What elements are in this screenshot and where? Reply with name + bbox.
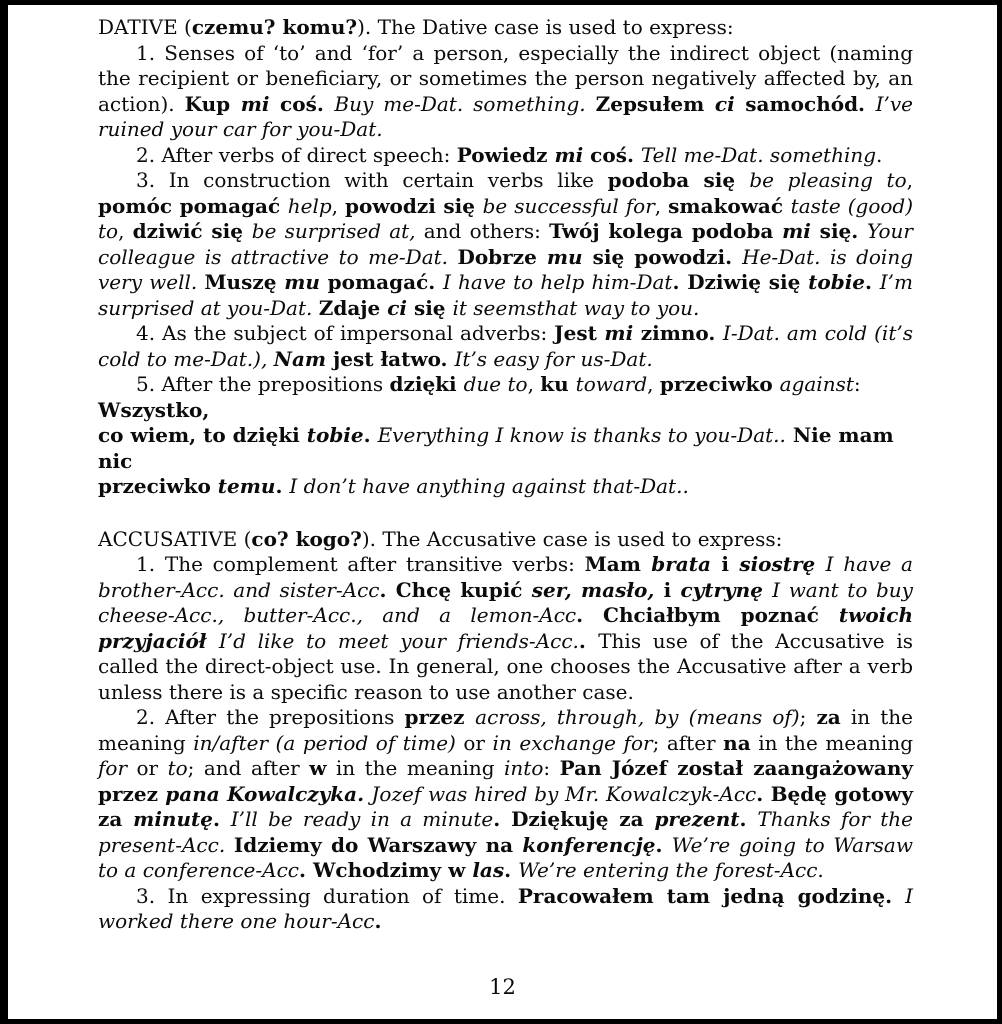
text-segment: Tell me-Dat. something [640, 142, 877, 167]
text-segment: 3. In construction with certain verbs like [136, 168, 608, 192]
text-segment: . [865, 270, 880, 294]
text-segment: przez [404, 705, 476, 729]
section-dative [98, 15, 913, 500]
text-segment: i [710, 552, 740, 576]
text-segment: czemu? komu? [191, 15, 358, 39]
text-segment: Zepsułem [595, 91, 715, 116]
text-segment: mu [284, 270, 320, 294]
text-segment: mu [546, 244, 583, 269]
text-segment: Wchodzimy w [312, 858, 473, 882]
text-segment: Nam [273, 346, 327, 371]
text-segment: mi [554, 142, 584, 167]
text-segment: ). The Dative case is used to express: [357, 15, 734, 39]
text-segment: dzięki [389, 372, 464, 396]
text-segment: się. [810, 219, 868, 243]
paragraph [98, 552, 913, 705]
paragraph [98, 372, 913, 500]
text-segment: Thanks for the present-Acc. [98, 807, 913, 857]
text-segment: Zdaje [318, 295, 388, 320]
text-segment: . [876, 142, 883, 167]
text-segment: in exchange for [492, 730, 653, 755]
text-segment: . [576, 603, 604, 627]
text-segment: : [543, 756, 560, 780]
text-segment: brata [651, 552, 711, 576]
paragraph [98, 41, 913, 143]
text-segment: , [118, 219, 133, 243]
text-segment: Your colleague is attractive to me-Dat. [98, 219, 913, 269]
text-segment: samochód. [734, 91, 876, 116]
text-segment: Chciałbym poznać [603, 603, 839, 627]
text-segment: ; [799, 705, 817, 729]
text-segment: pomóc pomagać [98, 193, 288, 218]
text-segment: się powodzi. [582, 244, 743, 269]
text-segment: 2. After verbs of direct speech: [136, 142, 457, 167]
text-segment: in the meaning [98, 705, 913, 755]
text-segment: podoba się [607, 168, 750, 192]
text-segment: We’re entering the forest-Acc. [518, 858, 824, 882]
text-segment: He-Dat. is doing very well. [98, 244, 914, 294]
text-segment: or [455, 730, 493, 755]
text-segment: temu [217, 474, 276, 498]
text-segment: Twój kolega podoba [549, 219, 783, 243]
page-number: 12 [489, 975, 516, 999]
text-segment: pomagać. [319, 270, 443, 294]
text-segment: przeciwko [98, 474, 218, 498]
paragraph [98, 884, 913, 935]
text-segment: taste (good) to [98, 193, 914, 243]
text-segment: . [672, 270, 688, 294]
text-segment: powodzi się [345, 193, 483, 218]
text-segment: I’d like to meet your friends-Acc. [218, 628, 579, 653]
text-segment: i [654, 577, 681, 602]
text-segment: coś. [269, 91, 335, 116]
text-segment: 3. In expressing duration of time. [136, 883, 518, 908]
text-segment: I want to buy cheese-Acc., butter-Acc., and a lemon-Acc [98, 577, 913, 627]
text-segment: . [299, 858, 313, 882]
text-segment: 4. As the subject of impersonal adverbs: [136, 321, 555, 345]
text-segment: coś. [583, 142, 641, 167]
section-accusative [98, 527, 913, 935]
paragraph [98, 15, 913, 41]
text-segment: jest łatwo. [326, 346, 455, 371]
text-segment: Dziwię się [687, 270, 809, 294]
text-segment: Chcę kupić [395, 577, 532, 602]
text-segment: przeciwko [659, 372, 780, 396]
text-segment: za [816, 705, 841, 729]
text-segment: . [578, 628, 599, 653]
text-segment: dziwić się [132, 219, 252, 243]
text-segment: . [363, 423, 378, 447]
text-segment: ci [387, 295, 407, 320]
text-segment: ). The Accusative case is used to express: [361, 526, 783, 551]
text-segment: ; and after [187, 756, 310, 780]
text-segment: Buy me-Dat. something. [334, 91, 596, 116]
text-segment: I’ve ruined your car for you-Dat. [98, 91, 914, 141]
text-segment: , [906, 168, 913, 192]
text-segment: Jozef was hired by Mr. Kowalczyk-Acc [371, 781, 757, 806]
paragraph [98, 143, 913, 169]
text-segment: . [212, 807, 231, 831]
text-segment: Mam [584, 552, 652, 576]
text-segment: or [127, 756, 168, 780]
text-segment: in the meaning [750, 730, 914, 755]
text-segment: ; after [652, 730, 724, 755]
text-segment: , [647, 372, 660, 396]
text-segment: I’m surprised at you-Dat. [98, 270, 913, 320]
text-segment: tobie [808, 270, 866, 294]
text-segment: Pan Józef został zaangażowany przez [98, 756, 913, 806]
text-segment: due to [463, 372, 528, 396]
text-segment: : [853, 372, 861, 396]
text-segment: Nie mam nic [98, 423, 894, 473]
text-segment: into [504, 756, 544, 780]
text-segment: cytrynę [680, 577, 773, 602]
paragraph [98, 321, 913, 372]
text-segment: be successful for [482, 193, 655, 218]
text-segment: . [504, 858, 519, 882]
text-segment: mi [782, 219, 811, 243]
text-segment: I don’t have anything against that-Dat.. [289, 474, 689, 498]
text-segment: las [472, 858, 505, 882]
text-segment: zimno. [633, 321, 723, 345]
text-segment: Będę gotowy za [98, 781, 913, 831]
text-segment: na [723, 730, 751, 755]
text-segment: in/after (a period of time) [193, 730, 456, 755]
text-segment: ACCUSATIVE ( [98, 526, 252, 551]
text-segment: konferencję [522, 832, 656, 857]
text-segment: I have a brother-Acc. and sister-Acc [98, 552, 913, 602]
text-segment: w [309, 756, 327, 780]
text-segment: to [167, 756, 188, 780]
text-segment: mi [604, 321, 634, 345]
text-segment: Dziękuję za [511, 807, 655, 831]
text-segment: co wiem, to dzięki [98, 423, 307, 447]
text-segment: 2. After the prepositions [136, 705, 405, 729]
text-segment: I have to help him-Dat [442, 270, 673, 294]
text-segment: ser, masło, [531, 577, 655, 602]
text-segment: . [655, 832, 672, 857]
text-segment: ci [714, 91, 735, 116]
text-segment: be pleasing to [749, 168, 907, 192]
text-segment: toward [575, 372, 648, 396]
text-segment: Kup [184, 91, 241, 116]
page-content [98, 15, 913, 935]
text-segment: się [406, 295, 453, 320]
text-segment: . [739, 807, 758, 831]
text-segment: . [756, 781, 771, 806]
text-segment: Idziemy do Warszawy na [233, 832, 523, 857]
text-segment: . [374, 909, 382, 933]
text-segment: help [287, 193, 332, 218]
text-segment: pana Kowalczyka. [165, 781, 372, 806]
text-segment: 5. After the prepositions [136, 372, 390, 396]
text-segment: , [331, 193, 346, 218]
text-segment: 1. Senses of ‘to’ and ‘for’ a person, especially the indirect object (naming the recipient or beneficiary, or sometimes the person negatively affected by, an action). [98, 40, 913, 116]
text-segment: for [98, 756, 128, 780]
text-segment: against [779, 372, 854, 396]
text-segment: Pracowałem tam jedną godzinę. [517, 883, 906, 908]
text-segment: Dobrze [457, 244, 547, 269]
text-segment: . [275, 474, 290, 498]
text-segment: We’re going to Warsaw to a conference-Acc [98, 832, 913, 882]
text-segment: tobie [306, 423, 364, 447]
paragraph [98, 527, 913, 553]
text-segment: ku [540, 372, 576, 396]
text-segment: . [493, 807, 512, 831]
text-segment: I’ll be ready in a minute [230, 807, 494, 831]
text-segment: prezent [654, 807, 740, 831]
text-segment: Muszę [204, 270, 285, 294]
text-segment: be surprised at, [251, 219, 416, 243]
text-segment: , [654, 193, 669, 218]
text-segment: minutę [133, 807, 213, 831]
text-segment: DATIVE ( [98, 15, 192, 39]
paragraph [98, 168, 913, 321]
text-segment: 1. The complement after transitive verbs: [136, 552, 585, 576]
text-segment: Jest [554, 321, 605, 345]
paragraph [98, 705, 913, 884]
text-segment: twoich przyjaciół [98, 603, 913, 653]
text-segment: , [527, 372, 541, 396]
text-segment: across, through, by (means of) [475, 705, 800, 729]
text-segment: I worked there one hour-Acc [98, 883, 913, 933]
text-segment: Powiedz [456, 142, 555, 167]
text-segment: Everything I know is thanks to you-Dat.. [377, 423, 786, 447]
text-segment: and others: [415, 219, 550, 243]
text-segment: Wszystko, [98, 397, 210, 422]
text-segment: in the meaning [326, 756, 505, 780]
document-page [8, 5, 997, 1019]
text-segment: co? kogo? [251, 526, 362, 551]
text-segment: I-Dat. am cold (it’s cold to me-Dat.), [98, 321, 913, 371]
text-segment: siostrę [739, 552, 826, 576]
text-segment: It’s easy for us-Dat. [454, 346, 653, 371]
text-segment: This use of the Accusative is called the direct-object use. In general, one chooses the Accusative after a verb unless there is a specific reason to use another case. [98, 628, 914, 704]
text-segment: smakować [668, 193, 791, 218]
text-segment: it seemsthat way to you. [452, 295, 700, 320]
text-segment: . [379, 577, 396, 602]
text-segment: mi [240, 91, 270, 116]
